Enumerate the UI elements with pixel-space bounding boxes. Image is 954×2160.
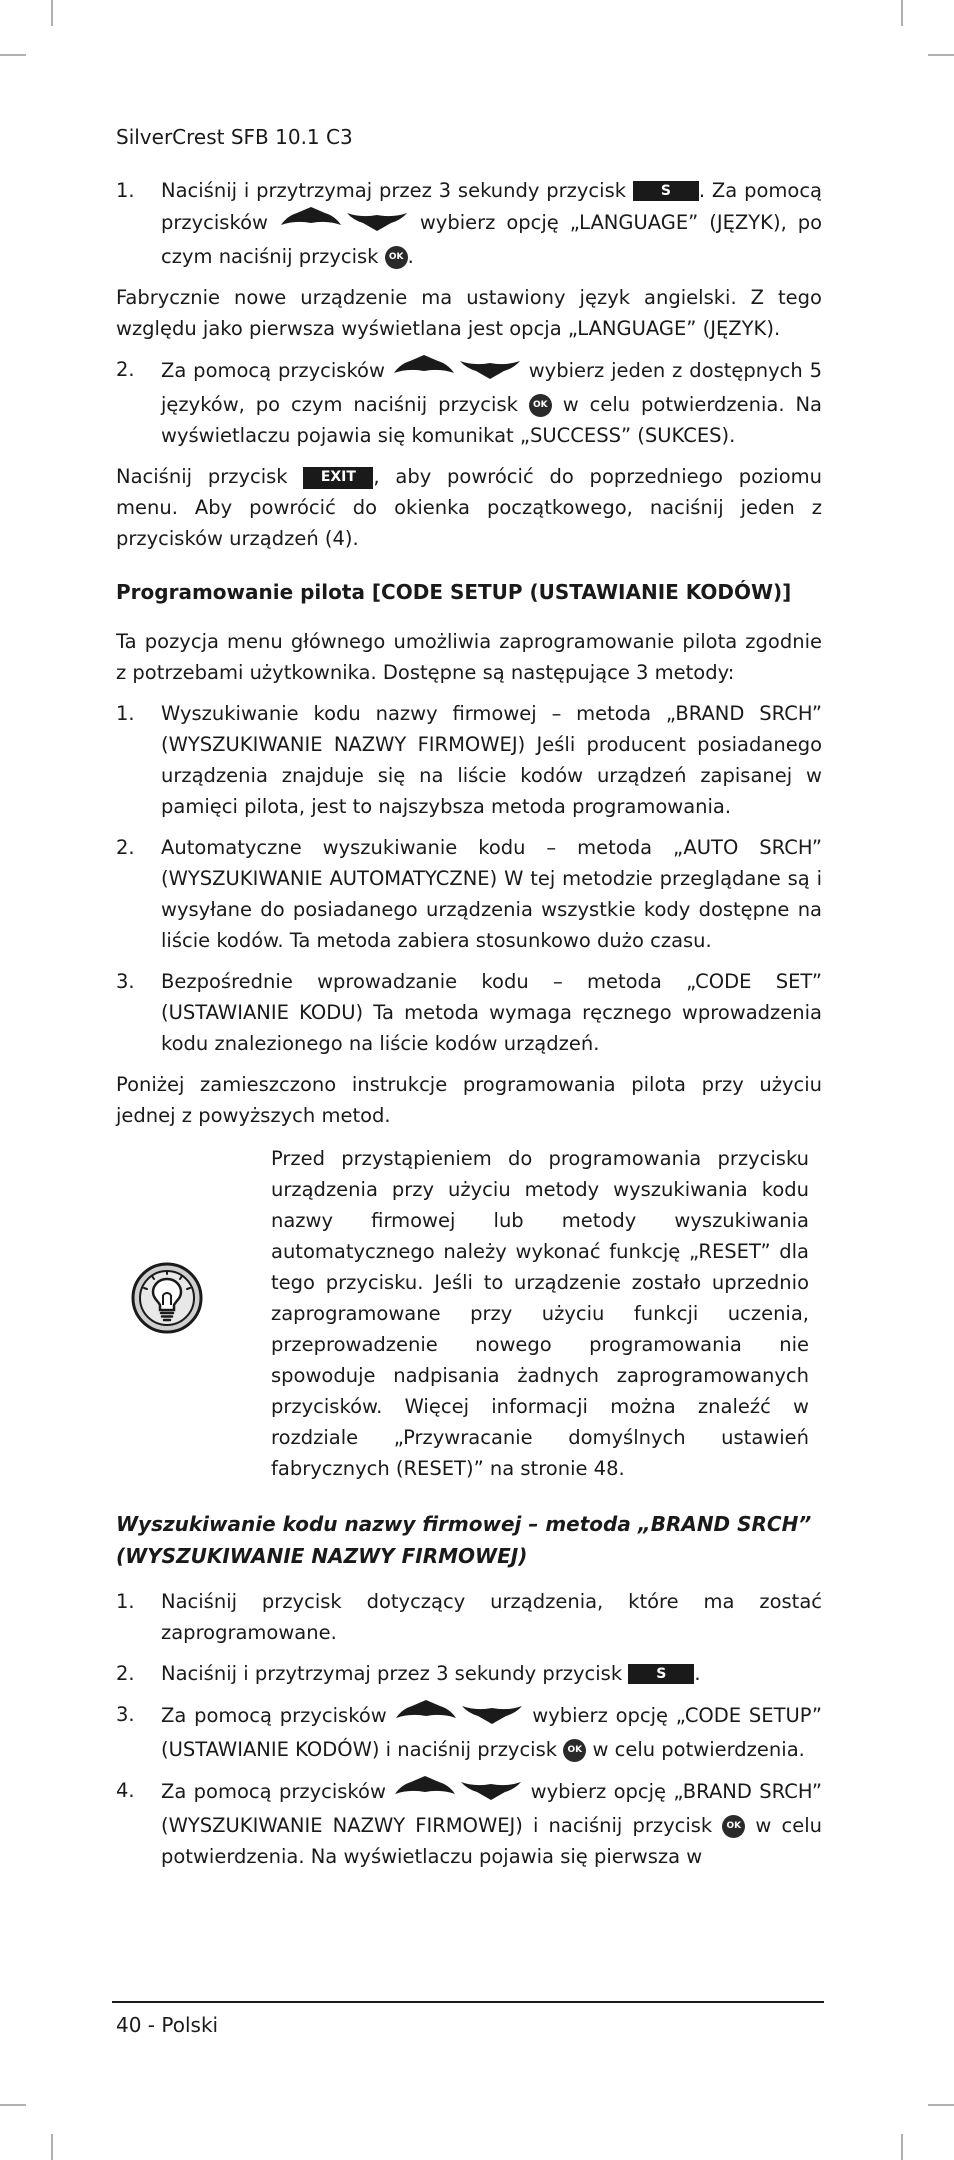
list-number: 1. xyxy=(116,179,135,202)
up-down-arrows-icon xyxy=(392,354,522,389)
ok-button-icon: OK xyxy=(563,1739,586,1762)
list-number: 1. xyxy=(116,1590,135,1613)
exit-button-icon: EXIT xyxy=(303,467,373,489)
ok-button-icon: OK xyxy=(722,1815,745,1838)
page-header: SilverCrest SFB 10.1 C3 xyxy=(116,125,353,149)
list-item: 2. Automatyczne wyszukiwanie kodu – metoda „AUTO SRCH” (WYSZUKIWANIE AUTOMATYCZNE) W tej metodzie przeglądane są i wysyłane do posiadanego urządzenia wszystkie kody dostępne na liście kodów. Ta metoda zabiera stosunkowo dużo czasu. xyxy=(116,832,822,956)
paragraph: Naciśnij przycisk EXIT , aby powrócić do poprzedniego poziomu menu. Aby powrócić do okienka początkowego, naciśnij jeden z przycisków urządzeń (4). xyxy=(116,465,822,550)
section-heading: Programowanie pilota [CODE SETUP (USTAWIANIE KODÓW)] xyxy=(116,580,792,604)
crop-mark xyxy=(0,54,26,56)
list-number: 4. xyxy=(116,1779,135,1802)
s-button-icon: S xyxy=(628,1664,694,1684)
crop-mark xyxy=(928,54,954,56)
s-button-icon: S xyxy=(633,181,699,201)
page-footer: 40 - Polski xyxy=(116,2013,219,2037)
up-down-arrows-icon xyxy=(279,206,409,241)
paragraph: Ta pozycja menu głównego umożliwia zaprogramowanie pilota zgodnie z potrzebami użytkownika. Dostępne są następujące 3 metody: xyxy=(116,630,822,684)
ok-button-icon: OK xyxy=(385,246,408,269)
note-text: Przed przystąpieniem do programowania przycisku urządzenia przy użyciu metody wyszukiwania kodu nazwy firmowej lub metody wyszukiwania automatycznego należy wykonać funkcję „RESET” dla tego przycisku. Jeśli to urządzenie zostało uprzednio zaprogramowane przy użyciu funkcji uczenia, przeprowadzenie nowego programowania nie spowoduje nadpisania żadnych zaprogramowanych przycisków. Więcej informacji można znaleźć w rozdziale „Przywracanie domyślnych ustawień fabrycznych (RESET)” na stronie 48. xyxy=(271,1147,809,1480)
crop-mark xyxy=(51,0,53,26)
footer-divider xyxy=(112,2001,824,2003)
list-number: 2. xyxy=(116,358,135,381)
crop-mark xyxy=(0,2104,26,2106)
lightbulb-icon xyxy=(130,1261,204,1344)
list-number: 1. xyxy=(116,702,135,725)
up-down-arrows-icon xyxy=(394,1699,524,1734)
list-item: 4. Za pomocą przycisków wybierz opcję „BRAND SRCH” (WYSZUKIWANIE NAZWY FIRMOWEJ) i naciśnij przycisk OK w celu potwierdzenia. Na wyświetlaczu pojawia się pierwsza w xyxy=(116,1775,822,1872)
page-content xyxy=(116,175,822,1882)
up-down-arrows-icon xyxy=(393,1775,523,1810)
ok-button-icon: OK xyxy=(529,394,552,417)
list-number: 3. xyxy=(116,970,135,993)
note-box xyxy=(116,1143,822,1484)
crop-mark xyxy=(901,2134,903,2160)
paragraph: Fabrycznie nowe urządzenie ma ustawiony język angielski. Z tego względu jako pierwsza wyświetlana jest opcja „LANGUAGE” (JĘZYK). xyxy=(116,286,822,340)
crop-mark xyxy=(901,0,903,26)
crop-mark xyxy=(928,2104,954,2106)
list-item: 2. Naciśnij i przytrzymaj przez 3 sekundy przycisk S . xyxy=(116,1658,822,1689)
list-number: 3. xyxy=(116,1703,135,1726)
list-number: 2. xyxy=(116,1662,135,1685)
list-item: 3. Bezpośrednie wprowadzanie kodu – metoda „CODE SET” (USTAWIANIE KODU) Ta metoda wymaga ręcznego wprowadzenia kodu znalezionego na liście kodów urządzeń. xyxy=(116,966,822,1059)
crop-mark xyxy=(51,2134,53,2160)
list-item: 1. Naciśnij i przytrzymaj przez 3 sekundy przycisk S . Za pomocą przycisków wybierz opcję „LANGUAGE” (JĘZYK), po czym naciśnij przycisk OK . xyxy=(116,175,822,272)
list-number: 2. xyxy=(116,836,135,859)
list-item: 1. Naciśnij przycisk dotyczący urządzenia, które ma zostać zaprogramowane. xyxy=(116,1586,822,1648)
list-item: 3. Za pomocą przycisków wybierz opcję „CODE SETUP” (USTAWIANIE KODÓW) i naciśnij przycisk OK w celu potwierdzenia. xyxy=(116,1699,822,1765)
list-item: 2. Za pomocą przycisków wybierz jeden z dostępnych 5 języków, po czym naciśnij przycisk OK w celu potwierdzenia. Na wyświetlaczu pojawia się komunikat „SUCCESS” (SUKCES). xyxy=(116,354,822,451)
list-item: 1. Wyszukiwanie kodu nazwy firmowej – metoda „BRAND SRCH” (WYSZUKIWANIE NAZWY FIRMOWEJ) Jeśli producent posiadanego urządzenia znajduje się na liście kodów urządzeń zapisanej w pamięci pilota, jest to najszybsza metoda programowania. xyxy=(116,698,822,822)
section-heading: Wyszukiwanie kodu nazwy firmowej – metoda „BRAND SRCH” (WYSZUKIWANIE NAZWY FIRMOWEJ) xyxy=(116,1512,812,1568)
paragraph: Poniżej zamieszczono instrukcje programowania pilota przy użyciu jednej z powyższych metod. xyxy=(116,1073,822,1127)
